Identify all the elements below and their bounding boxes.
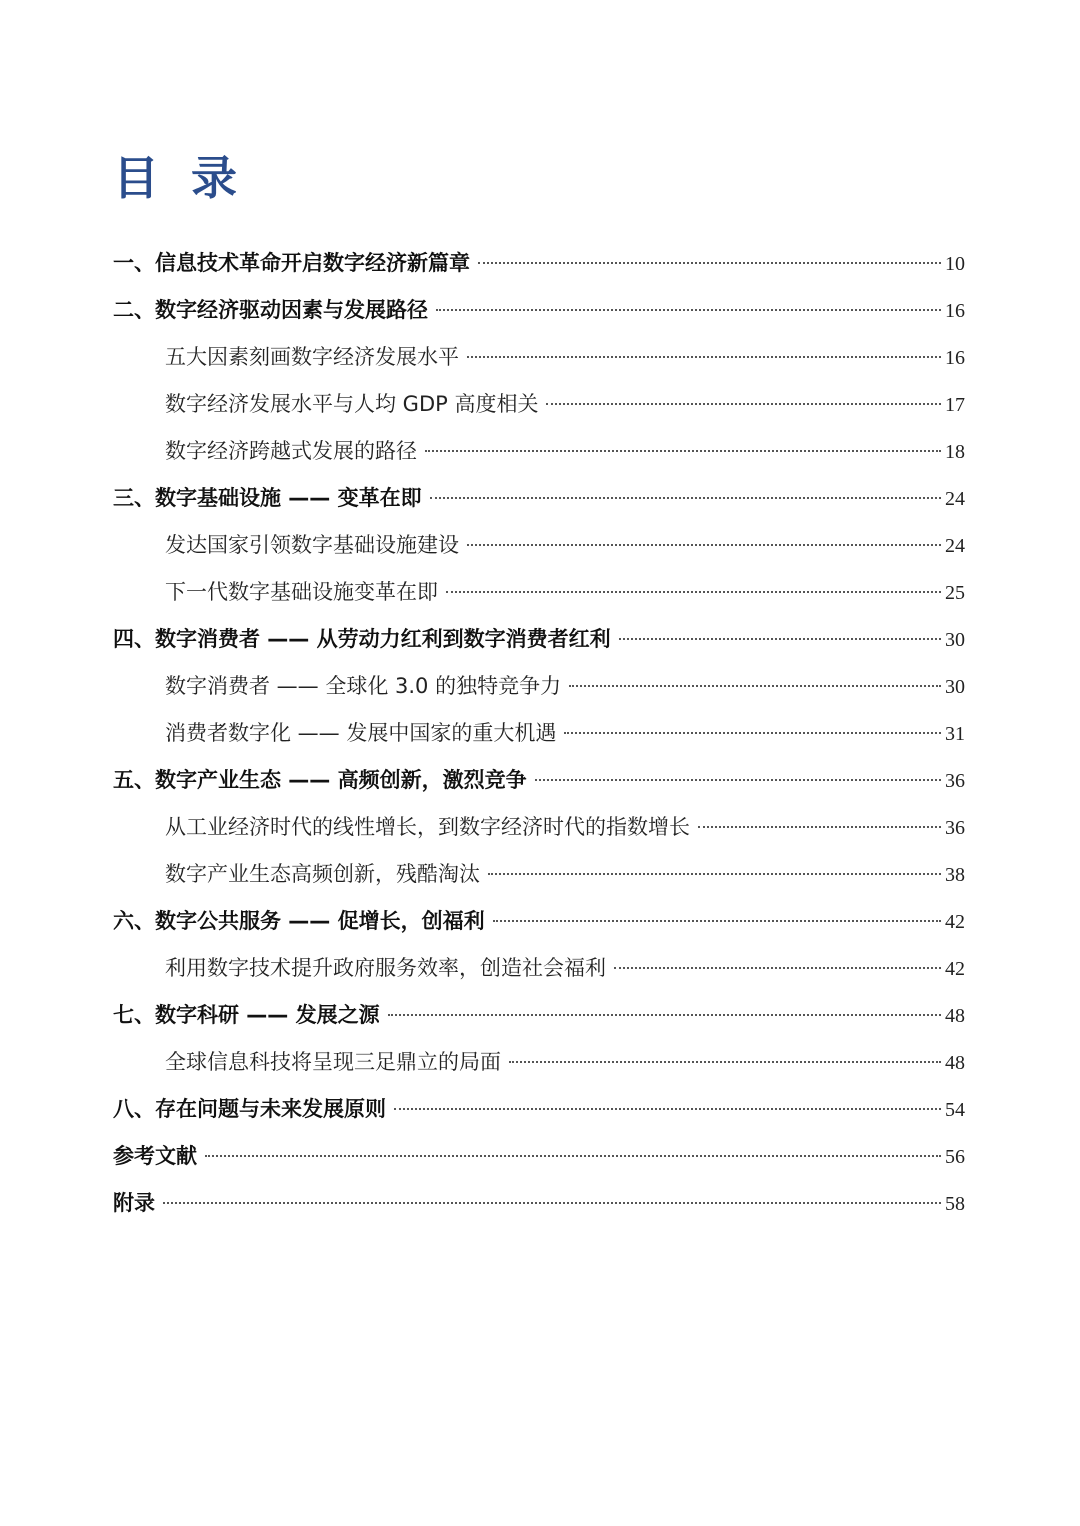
page-title: 目 录	[113, 151, 246, 205]
toc-dot-leader	[509, 1061, 941, 1063]
toc-subentry[interactable]	[113, 851, 965, 898]
toc-entry-label: 六、数字公共服务 —— 促增长，创福利	[113, 909, 485, 933]
toc-dot-leader	[698, 826, 941, 828]
toc-entry-label: 附录	[113, 1191, 155, 1215]
toc-page-number: 16	[945, 347, 965, 369]
toc-dot-leader	[569, 685, 941, 687]
toc-entry[interactable]	[113, 475, 965, 522]
toc-entry[interactable]	[113, 992, 965, 1039]
toc-dot-leader	[467, 356, 941, 358]
toc-page-number: 10	[945, 253, 965, 275]
toc-dot-leader	[535, 779, 941, 781]
toc-subentry[interactable]	[113, 569, 965, 616]
toc-page-number: 25	[945, 582, 965, 604]
toc-entry-label: 下一代数字基础设施变革在即	[165, 580, 438, 604]
toc-entry[interactable]	[113, 898, 965, 945]
toc-page-number: 38	[945, 864, 965, 886]
toc-subentry[interactable]	[113, 428, 965, 475]
toc-entry-label: 七、数字科研 —— 发展之源	[113, 1003, 380, 1027]
toc-page-number: 48	[945, 1052, 965, 1074]
toc-dot-leader	[467, 544, 941, 546]
toc-subentry[interactable]	[113, 710, 965, 757]
toc-entry-label: 数字经济跨越式发展的路径	[165, 439, 417, 463]
toc-entry[interactable]	[113, 1180, 965, 1227]
toc-entry-label: 数字经济发展水平与人均 GDP 高度相关	[165, 392, 539, 416]
toc-dot-leader	[425, 450, 941, 452]
toc-page-number: 30	[945, 676, 965, 698]
toc-dot-leader	[619, 638, 941, 640]
toc-subentry[interactable]	[113, 1039, 965, 1086]
toc-entry-label: 发达国家引领数字基础设施建设	[165, 533, 459, 557]
toc-entry[interactable]	[113, 757, 965, 804]
toc-page-number: 36	[945, 817, 965, 839]
toc-entry-label: 五大因素刻画数字经济发展水平	[165, 345, 459, 369]
toc-entry-label: 四、数字消费者 —— 从劳动力红利到数字消费者红利	[113, 627, 611, 651]
toc-dot-leader	[446, 591, 941, 593]
toc-page-number: 24	[945, 535, 965, 557]
toc-page-number: 42	[945, 958, 965, 980]
toc-page-number: 24	[945, 488, 965, 510]
toc-subentry[interactable]	[113, 945, 965, 992]
toc-entry-label: 三、数字基础设施 —— 变革在即	[113, 486, 422, 510]
toc-entry-label: 参考文献	[113, 1144, 197, 1168]
toc-dot-leader	[488, 873, 941, 875]
toc-dot-leader	[546, 403, 941, 405]
toc-entry-label: 数字产业生态高频创新，残酷淘汰	[165, 862, 480, 886]
toc-entry[interactable]	[113, 240, 965, 287]
toc-page-number: 17	[945, 394, 965, 416]
toc-dot-leader	[205, 1155, 941, 1157]
toc-entry[interactable]	[113, 287, 965, 334]
toc-entry-label: 数字消费者 —— 全球化 3.0 的独特竞争力	[165, 674, 562, 698]
toc-subentry[interactable]	[113, 522, 965, 569]
toc-dot-leader	[394, 1108, 941, 1110]
toc-entry-label: 二、数字经济驱动因素与发展路径	[113, 298, 428, 322]
toc-page-number: 31	[945, 723, 965, 745]
toc-subentry[interactable]	[113, 334, 965, 381]
toc-dot-leader	[564, 732, 941, 734]
toc-page-number: 42	[945, 911, 965, 933]
toc-entry-label: 八、存在问题与未来发展原则	[113, 1097, 386, 1121]
toc-entry-label: 全球信息科技将呈现三足鼎立的局面	[165, 1050, 501, 1074]
toc-page-number: 56	[945, 1146, 965, 1168]
toc-page-number: 30	[945, 629, 965, 651]
toc-subentry[interactable]	[113, 663, 965, 710]
toc-entry-label: 从工业经济时代的线性增长，到数字经济时代的指数增长	[165, 815, 690, 839]
toc-dot-leader	[493, 920, 941, 922]
toc-dot-leader	[163, 1202, 941, 1204]
toc-dot-leader	[388, 1014, 941, 1016]
toc-entry-label: 五、数字产业生态 —— 高频创新，激烈竞争	[113, 768, 527, 792]
toc-subentry[interactable]	[113, 381, 965, 428]
toc-entry[interactable]	[113, 616, 965, 663]
toc-entry-label: 一、信息技术革命开启数字经济新篇章	[113, 251, 470, 275]
toc-dot-leader	[430, 497, 941, 499]
toc-page-number: 36	[945, 770, 965, 792]
toc-page-number: 48	[945, 1005, 965, 1027]
toc-page-number: 16	[945, 300, 965, 322]
toc-page-number: 18	[945, 441, 965, 463]
toc-dot-leader	[614, 967, 941, 969]
table-of-contents	[113, 240, 965, 1227]
toc-entry-label: 消费者数字化 —— 发展中国家的重大机遇	[165, 721, 557, 745]
toc-dot-leader	[478, 262, 941, 264]
toc-page-number: 58	[945, 1193, 965, 1215]
toc-page-number: 54	[945, 1099, 965, 1121]
toc-dot-leader	[436, 309, 941, 311]
toc-entry[interactable]	[113, 1133, 965, 1180]
toc-entry-label: 利用数字技术提升政府服务效率，创造社会福利	[165, 956, 606, 980]
toc-entry[interactable]	[113, 1086, 965, 1133]
toc-subentry[interactable]	[113, 804, 965, 851]
